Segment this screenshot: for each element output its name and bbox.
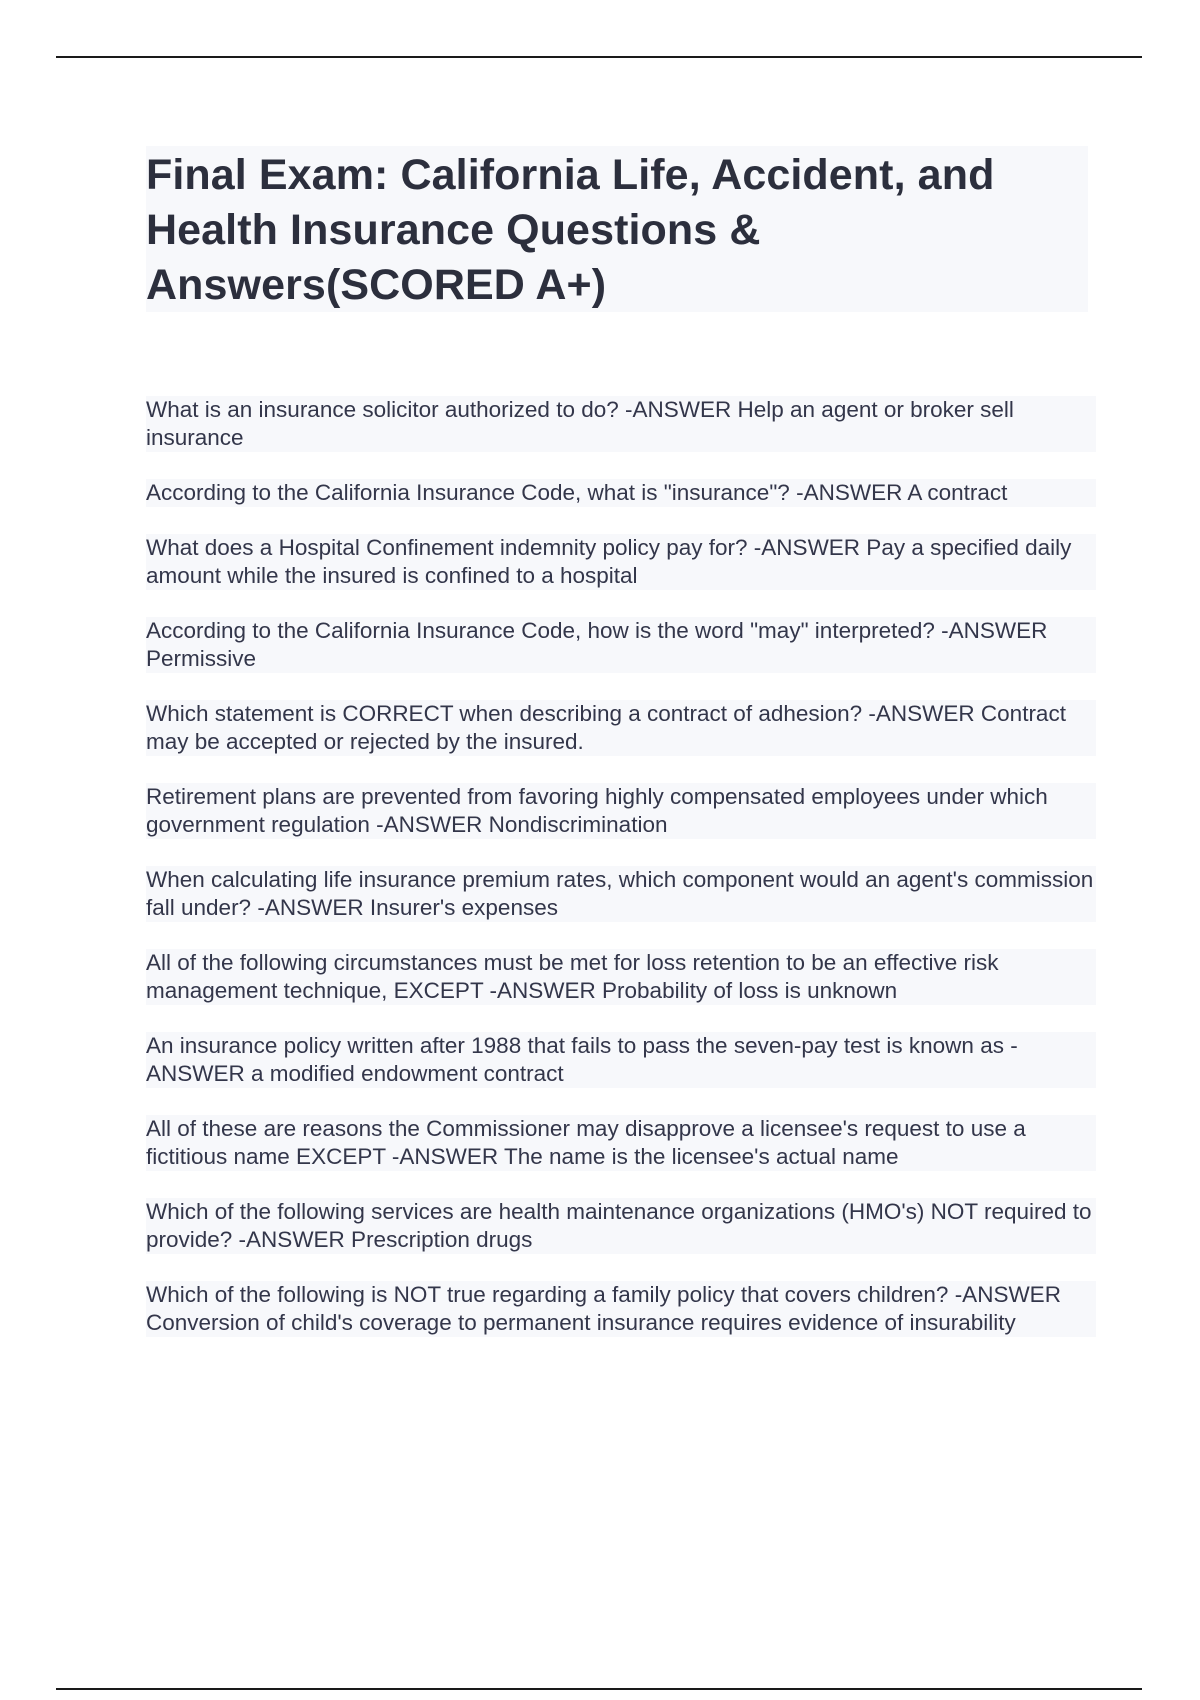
qa-item: According to the California Insurance Code, what is "insurance"? -ANSWER A contract bbox=[146, 479, 1096, 507]
top-divider bbox=[56, 56, 1142, 58]
bottom-divider bbox=[56, 1688, 1142, 1690]
qa-item: What does a Hospital Confinement indemnity policy pay for? -ANSWER Pay a specified daily amount while the insured is confined to a hospital bbox=[146, 534, 1096, 590]
qa-item: According to the California Insurance Code, how is the word "may" interpreted? -ANSWER Permissive bbox=[146, 617, 1096, 673]
qa-item: All of the following circumstances must be met for loss retention to be an effective risk management technique, EXCEPT -ANSWER Probability of loss is unknown bbox=[146, 949, 1096, 1005]
qa-item: Retirement plans are prevented from favoring highly compensated employees under which government regulation -ANSWER Nondiscrimination bbox=[146, 783, 1096, 839]
qa-item: Which statement is CORRECT when describing a contract of adhesion? -ANSWER Contract may be accepted or rejected by the insured. bbox=[146, 700, 1096, 756]
qa-item: An insurance policy written after 1988 that fails to pass the seven-pay test is known as -ANSWER a modified endowment contract bbox=[146, 1032, 1096, 1088]
qa-item: When calculating life insurance premium rates, which component would an agent's commission fall under? -ANSWER Insurer's expenses bbox=[146, 866, 1096, 922]
qa-item: What is an insurance solicitor authorized to do? -ANSWER Help an agent or broker sell insurance bbox=[146, 396, 1096, 452]
qa-item: Which of the following services are health maintenance organizations (HMO's) NOT required to provide? -ANSWER Prescription drugs bbox=[146, 1198, 1096, 1254]
qa-list bbox=[146, 396, 1096, 1364]
page-title: Final Exam: California Life, Accident, and Health Insurance Questions & Answers(SCORED A+) bbox=[146, 151, 995, 309]
title-block bbox=[146, 146, 1088, 312]
qa-item: All of these are reasons the Commissioner may disapprove a licensee's request to use a fictitious name EXCEPT -ANSWER The name is the licensee's actual name bbox=[146, 1115, 1096, 1171]
qa-item: Which of the following is NOT true regarding a family policy that covers children? -ANSWER Conversion of child's coverage to permanent insurance requires evidence of insurability bbox=[146, 1281, 1096, 1337]
